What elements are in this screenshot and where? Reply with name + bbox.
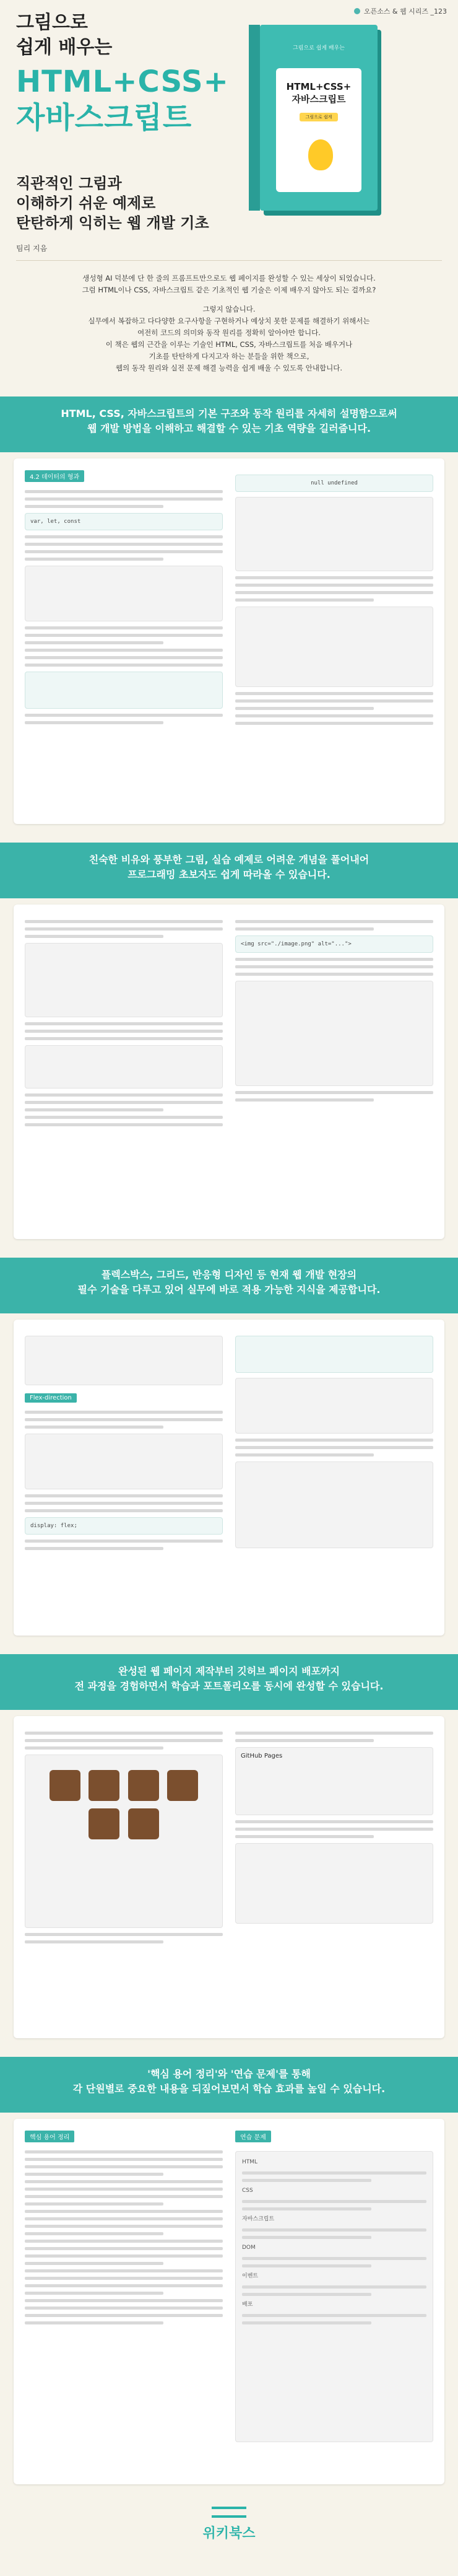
- table-figure: [235, 981, 433, 1086]
- figure: [25, 1434, 223, 1489]
- sample3-right: [235, 1331, 433, 1553]
- feature-band-2: 친숙한 비유와 풍부한 그림, 실습 예제로 어려운 개념을 풀어내어 프로그래밍 초보자도 쉽게 따라올 수 있습니다.: [0, 843, 458, 898]
- figure: [25, 1336, 223, 1385]
- sample5-right: 연습 문제 HTML CSS 자바스크립트 DOM 이벤트 배포: [235, 2130, 433, 2447]
- feature-band-1: HTML, CSS, 자바스크립트의 기본 구조와 동작 원리를 자세히 설명함으로써 웹 개발 방법을 이해하고 해결할 수 있는 기초 역량을 길러줍니다.: [0, 396, 458, 452]
- blurb-8: 웹의 동작 원리와 실전 문제 해결 능력을 쉽게 배울 수 있도록 안내합니다.: [115, 364, 343, 372]
- series-label: 오픈소스 & 웹 시리즈 _123: [354, 6, 447, 16]
- intro-line1: 직관적인 그림과: [16, 175, 122, 192]
- grid-figure: [235, 1461, 433, 1548]
- sample-page-5: [14, 2119, 444, 2484]
- figure: [25, 566, 223, 621]
- figure: [235, 497, 433, 571]
- intro-line2: 이해하기 쉬운 예제로: [16, 195, 156, 212]
- sample1-right: [235, 470, 433, 729]
- publisher-logo-icon: [212, 2507, 246, 2518]
- footer: [0, 2503, 458, 2542]
- figure: [235, 607, 433, 687]
- code-box-2: [25, 672, 223, 709]
- sample2-left: [25, 916, 223, 1131]
- feature-band-5: '핵심 용어 정리'와 '연습 문제'를 통해 각 단원별로 중요한 내용을 되짚어보면서 학습 효과를 높일 수 있습니다.: [0, 2057, 458, 2113]
- blurb-7: 기초를 탄탄하게 다지고자 하는 분들을 위한 책으로,: [149, 352, 309, 361]
- cup-icon: [89, 1770, 119, 1801]
- cup-icon: [89, 1808, 119, 1839]
- book-spine: [249, 25, 260, 211]
- exercise-box: HTML CSS 자바스크립트 DOM 이벤트 배포: [235, 2151, 433, 2442]
- sample4-left: [25, 1727, 223, 1948]
- blurb-3: 그렇지 않습니다.: [202, 305, 256, 313]
- title-big2: 자바스크립트: [16, 100, 192, 135]
- book-tag: 그림으로 쉽게: [300, 113, 338, 121]
- sample-page-3: [14, 1320, 444, 1636]
- sample1-left: 4.2 데이터의 형과 var, let, const: [25, 470, 223, 729]
- code-box: var, let, const: [25, 513, 223, 530]
- sample-page-1: [14, 458, 444, 824]
- series-dot-icon: [354, 8, 360, 14]
- cup-icon: [50, 1770, 80, 1801]
- sample5-left: 핵심 용어 정리: [25, 2130, 223, 2329]
- figure: [235, 1378, 433, 1434]
- hero: [0, 0, 458, 379]
- book-cover: [260, 25, 378, 211]
- publisher-logo: 위키북스: [202, 2526, 256, 2541]
- book-top-text: 그림으로 쉽게 배우는: [293, 45, 345, 51]
- blurb-6: 이 책은 웹의 근간을 이루는 기술인 HTML, CSS, 자바스크립트를 처음 배우거나: [105, 340, 353, 349]
- code-box-2: [235, 1336, 433, 1373]
- cup-icon: [128, 1808, 159, 1839]
- blurb-2: 그럼 HTML이나 CSS, 자바스크립트 같은 기초적인 웹 기술은 이제 배우지 않아도 되는 걸까요?: [82, 286, 376, 294]
- github-pages-figure: GitHub Pages: [235, 1747, 433, 1815]
- sample2-right: [235, 916, 433, 1106]
- title-big1: HTML+CSS+: [16, 64, 229, 99]
- feature-band-3: 플렉스박스, 그리드, 반응형 디자인 등 현재 웹 개발 현장의 필수 기술을 다루고 있어 실무에 바로 적용 가능한 지식을 제공합니다.: [0, 1258, 458, 1313]
- book-title: HTML+CSS+ 자바스크립트: [286, 81, 352, 105]
- figure: [235, 1843, 433, 1924]
- code-box: display: flex;: [25, 1517, 223, 1535]
- blurb-5: 여전히 코드의 의미와 동작 원리를 정확히 알아야만 합니다.: [137, 328, 321, 337]
- cup-icon: [167, 1770, 198, 1801]
- code-box: <img src="./image.png" alt="...">: [235, 935, 433, 953]
- title-line1: 그림으로: [16, 12, 88, 33]
- sample4-right: [235, 1727, 433, 1929]
- title-line2: 쉽게 배우는: [16, 37, 113, 58]
- author: 팀리 지음: [16, 244, 48, 253]
- divider: [16, 260, 442, 261]
- sample3-left: Flex-direction display: flex;: [25, 1331, 223, 1554]
- mascot-icon: [308, 139, 333, 170]
- feature-band-4: 완성된 웹 페이지 제작부터 깃허브 페이지 배포까지 전 과정을 경험하면서 학습과 포트폴리오를 동시에 완성할 수 있습니다.: [0, 1654, 458, 1710]
- figure: [25, 943, 223, 1017]
- null-undefined-figure: null undefined: [235, 475, 433, 492]
- sample-page-2: [14, 905, 444, 1239]
- sample-page-4: [14, 1716, 444, 2038]
- cafe-screenshot: [25, 1755, 223, 1928]
- figure: [25, 1045, 223, 1089]
- cup-icon: [128, 1770, 159, 1801]
- intro-line3: 탄탄하게 익히는 웹 개발 기초: [16, 214, 209, 232]
- blurb-1: 생성형 AI 덕분에 단 한 줄의 프롬프트만으로도 웹 페이지를 완성할 수 있는 세상이 되었습니다.: [82, 274, 376, 283]
- blurb-4: 실무에서 복잡하고 다다양한 요구사항을 구현하거나 예상치 못한 문제를 해결하기 위해서는: [88, 317, 370, 325]
